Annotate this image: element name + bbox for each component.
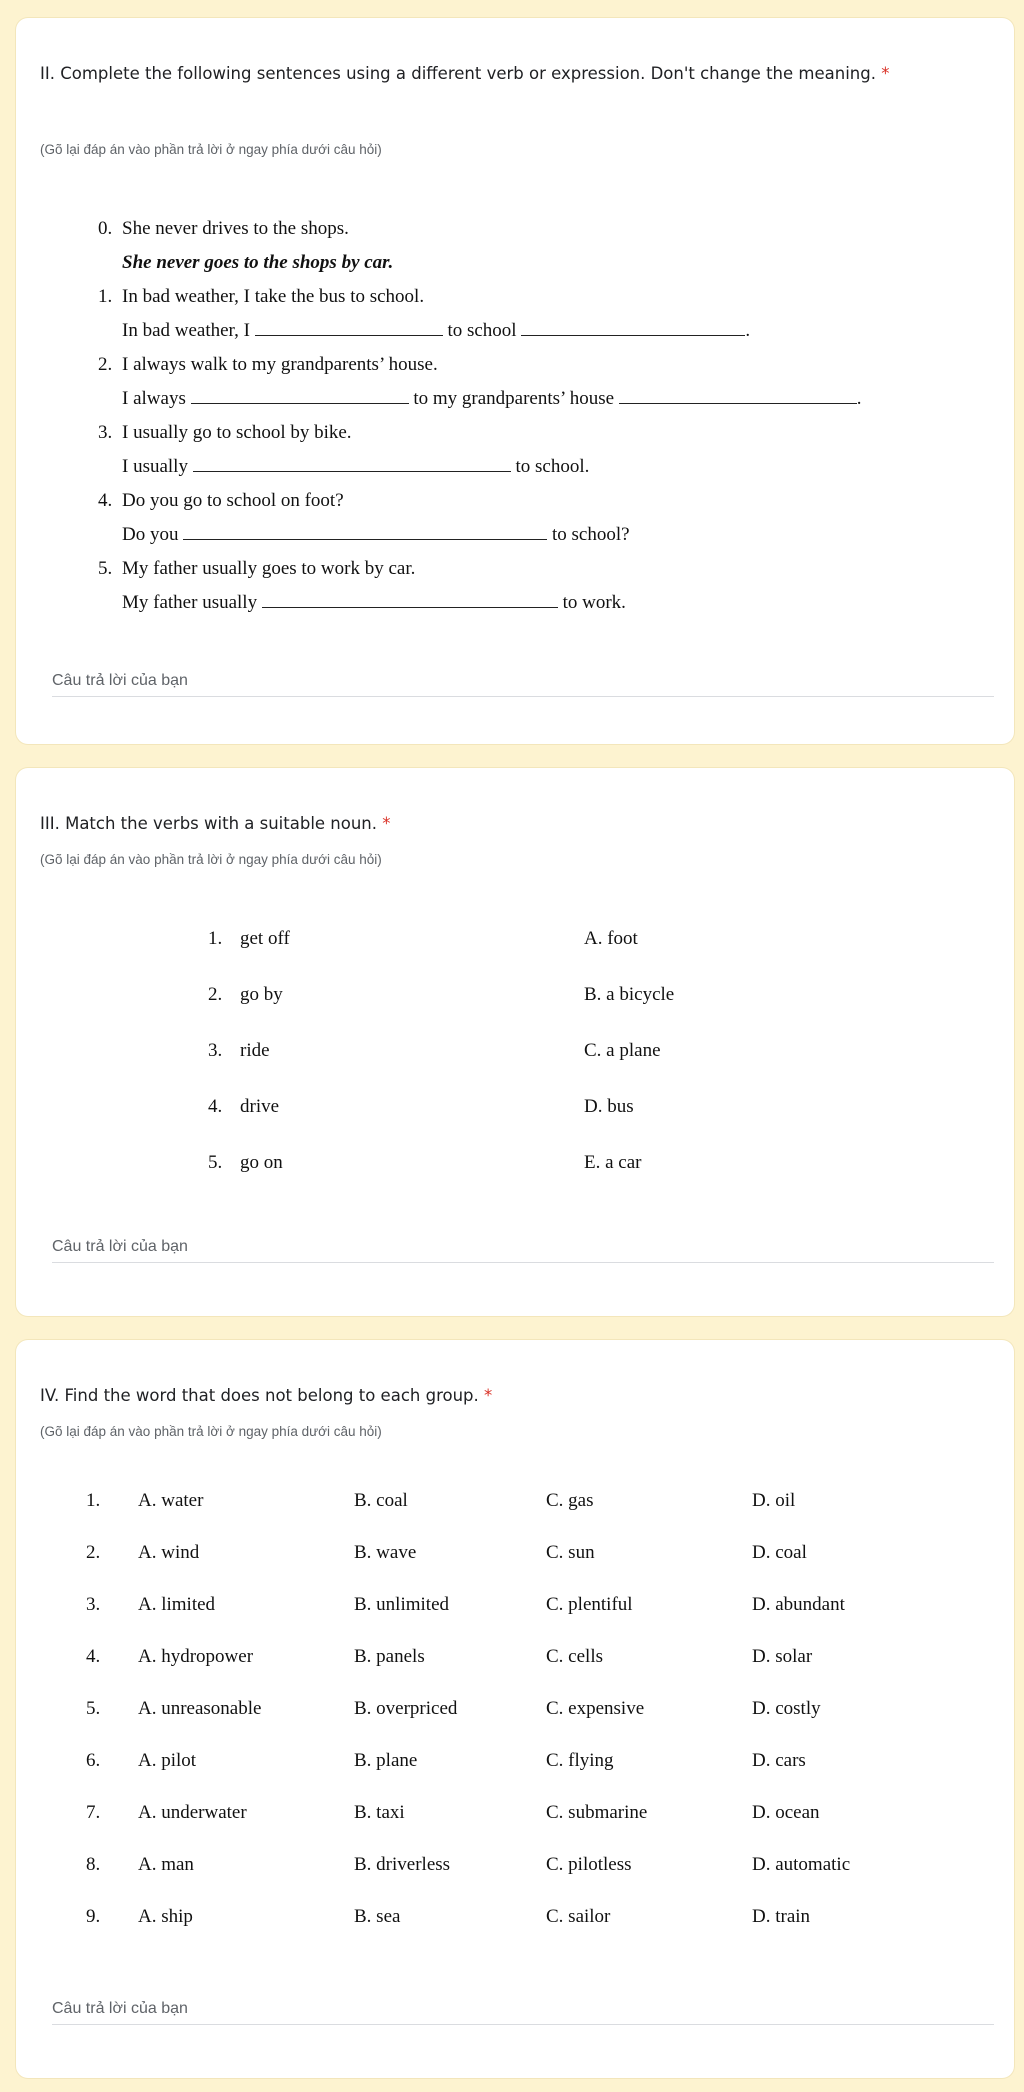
verb-number: 2.: [208, 984, 223, 1005]
row-number: 2.: [86, 1542, 101, 1563]
verb-number: 5.: [208, 1152, 223, 1173]
answer-input[interactable]: Câu trả lời của bạn: [52, 2000, 188, 2017]
option-a: A. unreasonable: [138, 1698, 262, 1719]
answer-underline: [52, 696, 994, 697]
item-sentence: I always walk to my grandparents’ house.: [122, 354, 438, 375]
row-number: 5.: [86, 1698, 101, 1719]
option-a: A. ship: [138, 1906, 193, 1927]
noun-item: B. a bicycle: [584, 984, 675, 1005]
option-d: D. solar: [752, 1646, 813, 1667]
item-number: 4.: [98, 490, 113, 511]
rewrite-line: Do you to school?: [122, 524, 630, 545]
question-card-3: [16, 768, 1014, 1316]
fill-blank: [255, 321, 443, 336]
option-d: D. automatic: [752, 1854, 851, 1875]
verb-number: 4.: [208, 1096, 223, 1117]
option-c: C. plentiful: [546, 1594, 633, 1615]
question-note: (Gõ lại đáp án vào phần trả lời ở ngay phía dưới câu hỏi): [40, 142, 382, 157]
row-number: 4.: [86, 1646, 101, 1667]
option-a: A. limited: [138, 1594, 216, 1615]
noun-item: E. a car: [584, 1152, 642, 1173]
option-d: D. costly: [752, 1698, 821, 1719]
answer-underline: [52, 2024, 994, 2025]
item-number: 2.: [98, 354, 113, 375]
option-d: D. ocean: [752, 1802, 820, 1823]
question-note: (Gõ lại đáp án vào phần trả lời ở ngay phía dưới câu hỏi): [40, 852, 382, 867]
question-card-4: [16, 1340, 1014, 2078]
rewrite-line: In bad weather, I to school .: [122, 320, 751, 341]
option-b: B. taxi: [354, 1802, 405, 1823]
verb-item: go by: [240, 984, 283, 1005]
item-sentence: Do you go to school on foot?: [122, 490, 344, 511]
option-c: C. sun: [546, 1542, 595, 1563]
noun-item: D. bus: [584, 1096, 634, 1117]
option-b: B. panels: [354, 1646, 425, 1667]
fill-blank: [262, 593, 558, 608]
option-d: D. cars: [752, 1750, 806, 1771]
fill-blank: [619, 389, 857, 404]
verb-number: 1.: [208, 928, 223, 949]
verb-item: go on: [240, 1152, 283, 1173]
option-d: D. coal: [752, 1542, 807, 1563]
option-c: C. submarine: [546, 1802, 648, 1823]
row-number: 6.: [86, 1750, 101, 1771]
option-b: B. driverless: [354, 1854, 451, 1875]
verb-number: 3.: [208, 1040, 223, 1061]
verb-item: ride: [240, 1040, 270, 1061]
option-d: D. abundant: [752, 1594, 845, 1615]
fill-blank: [193, 457, 511, 472]
option-a: A. hydropower: [138, 1646, 254, 1667]
verb-item: get off: [240, 928, 290, 949]
item-sentence: I usually go to school by bike.: [122, 422, 352, 443]
option-c: C. sailor: [546, 1906, 611, 1927]
option-a: A. underwater: [138, 1802, 247, 1823]
answer-input[interactable]: Câu trả lời của bạn: [52, 672, 188, 689]
item-sentence: She never drives to the shops.: [122, 218, 349, 239]
option-b: B. overpriced: [354, 1698, 458, 1719]
item-number: 0.: [98, 218, 113, 239]
required-mark: *: [382, 814, 391, 833]
option-c: C. flying: [546, 1750, 614, 1771]
required-mark: *: [484, 1386, 493, 1405]
option-c: C. cells: [546, 1646, 603, 1667]
row-number: 1.: [86, 1490, 101, 1511]
answer-input[interactable]: Câu trả lời của bạn: [52, 1238, 188, 1255]
option-c: C. pilotless: [546, 1854, 632, 1875]
item-sentence: In bad weather, I take the bus to school.: [122, 286, 425, 307]
rewrite-line: I usually to school.: [122, 456, 590, 477]
verb-item: drive: [240, 1096, 280, 1117]
question-title: III. Match the verbs with a suitable noun. *: [40, 814, 391, 833]
option-d: D. oil: [752, 1490, 796, 1511]
item-number: 1.: [98, 286, 113, 307]
option-b: B. sea: [354, 1906, 401, 1927]
fill-blank: [183, 525, 547, 540]
option-a: A. wind: [138, 1542, 200, 1563]
option-b: B. plane: [354, 1750, 418, 1771]
fill-blank: [521, 321, 745, 336]
example-rewrite: She never goes to the shops by car.: [122, 252, 394, 273]
question-card-2: [16, 18, 1014, 744]
option-a: A. pilot: [138, 1750, 197, 1771]
required-mark: *: [881, 64, 890, 83]
option-c: C. gas: [546, 1490, 594, 1511]
item-sentence: My father usually goes to work by car.: [122, 558, 416, 579]
item-number: 3.: [98, 422, 113, 443]
noun-item: C. a plane: [584, 1040, 661, 1061]
rewrite-line: I always to my grandparents’ house .: [122, 388, 862, 409]
option-b: B. unlimited: [354, 1594, 449, 1615]
option-c: C. expensive: [546, 1698, 645, 1719]
fill-blank: [191, 389, 409, 404]
item-number: 5.: [98, 558, 113, 579]
row-number: 8.: [86, 1854, 101, 1875]
option-a: A. water: [138, 1490, 204, 1511]
rewrite-line: My father usually to work.: [122, 592, 626, 613]
row-number: 9.: [86, 1906, 101, 1927]
question-title: IV. Find the word that does not belong to each group. *: [40, 1386, 493, 1405]
option-b: B. wave: [354, 1542, 417, 1563]
option-b: B. coal: [354, 1490, 408, 1511]
question-note: (Gõ lại đáp án vào phần trả lời ở ngay phía dưới câu hỏi): [40, 1424, 382, 1439]
row-number: 7.: [86, 1802, 101, 1823]
row-number: 3.: [86, 1594, 101, 1615]
answer-underline: [52, 1262, 994, 1263]
noun-item: A. foot: [584, 928, 638, 949]
option-a: A. man: [138, 1854, 194, 1875]
option-d: D. train: [752, 1906, 811, 1927]
question-title: II. Complete the following sentences using a different verb or expression. Don't change the meaning. *: [40, 64, 890, 83]
